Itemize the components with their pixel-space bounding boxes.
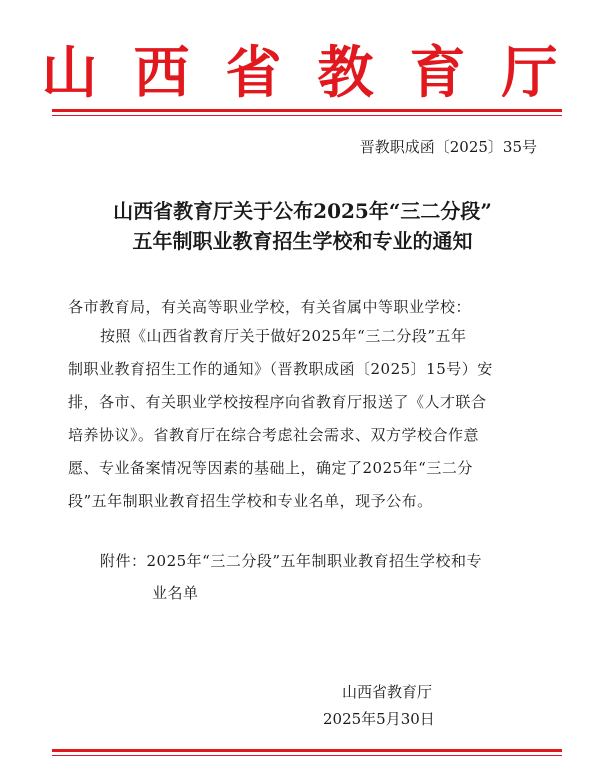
salutation: 各市教育局，有关高等职业学校，有关省属中等职业学校： [68,298,472,316]
letterhead-rule-thin [52,115,562,116]
document-number: 晋教职成函〔2025〕35号 [359,138,537,156]
document-title-line-1: 山西省教育厅关于公布2025年“三二分段” [113,199,492,223]
footer-rule-thin [52,755,562,756]
document-title-line-2: 五年制职业教育招生学校和专业的通知 [132,229,473,253]
body-paragraph-line: 培养协议》。省教育厅在综合考虑社会需求、双方学校合作意 [68,426,480,444]
attachment-line-2: 业名单 [152,584,199,602]
attachment-line-1: 附件：2025年“三二分段”五年制职业教育招生学校和专 [100,552,483,570]
signature-date: 2025年5月30日 [323,710,435,728]
letterhead-title: 山西省教育厅 [41,40,594,106]
letterhead-rule-thick [52,109,562,112]
signature-organization: 山西省教育厅 [342,683,433,701]
body-paragraph-line: 按照《山西省教育厅关于做好2025年“三二分段”五年 [100,327,467,345]
body-paragraph-line: 段”五年制职业教育招生学校和专业名单，现予公布。 [68,492,433,510]
body-paragraph-line: 制职业教育招生工作的通知》（晋教职成函〔2025〕15号）安 [68,360,493,378]
body-paragraph-line: 愿、专业备案情况等因素的基础上，确定了2025年“三二分 [68,459,473,477]
footer-rule-thick [52,749,562,752]
body-paragraph-line: 排，各市、有关职业学校按程序向省教育厅报送了《人才联合 [68,393,487,411]
